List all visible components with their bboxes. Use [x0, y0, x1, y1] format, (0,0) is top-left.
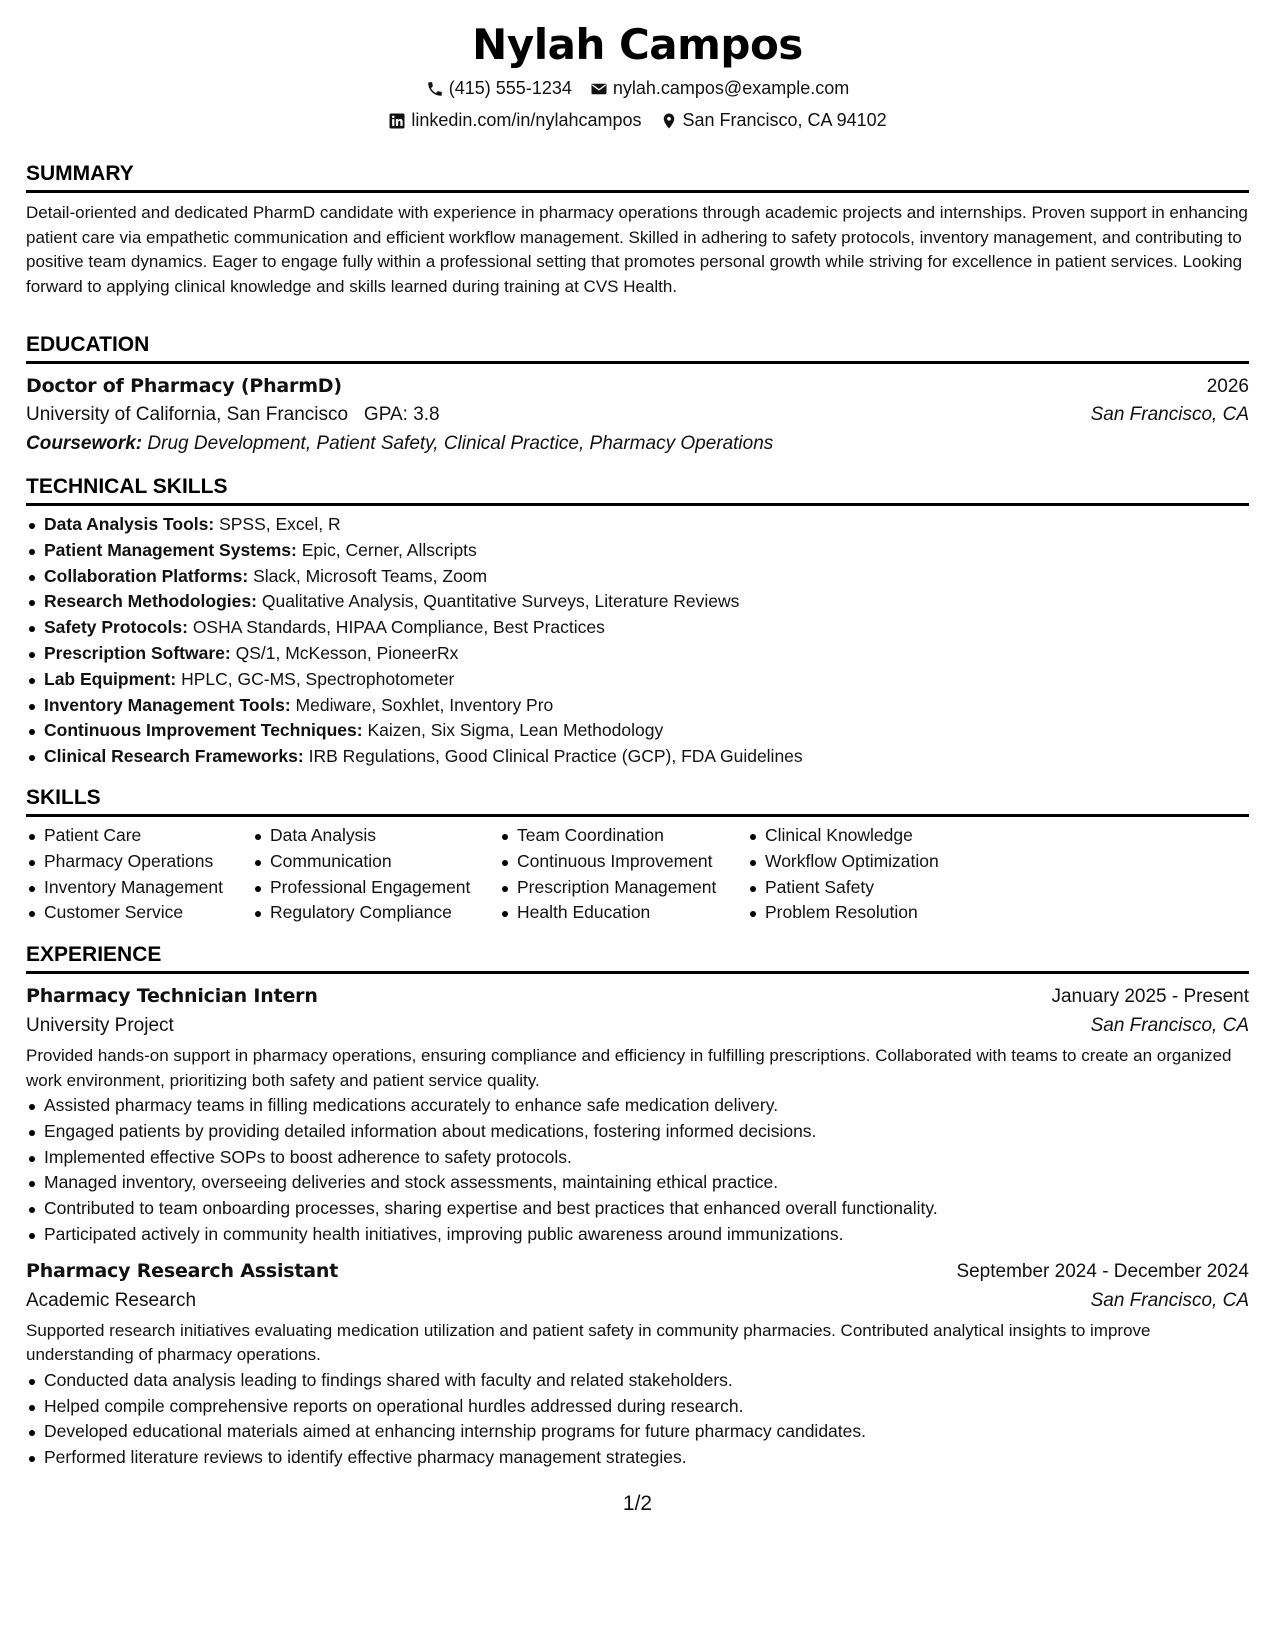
- linkedin-icon: [388, 112, 406, 130]
- skills-grid: [26, 823, 1249, 926]
- list-item: Workflow Optimization: [747, 849, 1007, 875]
- list-item: Pharmacy Operations: [26, 849, 252, 875]
- list-item: Data Analysis Tools: SPSS, Excel, R: [26, 512, 1249, 538]
- list-item: Communication: [252, 849, 499, 875]
- skills-column-2: [252, 823, 499, 926]
- school-name: University of California, San Francisco: [26, 404, 349, 425]
- list-item: Participated actively in community health initiatives, improving public awareness around immunizations.: [26, 1222, 1249, 1248]
- contact-row-2: [26, 110, 1249, 131]
- email-text: nylah.campos@example.com: [612, 78, 850, 98]
- list-item: Professional Engagement: [252, 875, 499, 901]
- education-heading: EDUCATION: [26, 333, 1249, 364]
- list-item: Clinical Knowledge: [747, 823, 1007, 849]
- list-item: Research Methodologies: Qualitative Analysis, Quantitative Surveys, Literature Reviews: [26, 589, 1249, 615]
- page-number: 1/2: [622, 1492, 653, 1515]
- job-title: Pharmacy Research Assistant: [26, 1259, 339, 1282]
- skills-section: [26, 786, 1249, 926]
- job-org: Academic Research: [26, 1289, 197, 1311]
- education-row-2: [26, 400, 1249, 429]
- list-item: Engaged patients by providing detailed information about medications, fostering informed decisions.: [26, 1119, 1249, 1145]
- list-item: Assisted pharmacy teams in filling medications accurately to enhance safe medication delivery.: [26, 1093, 1249, 1119]
- job-entry-2: [26, 1258, 1249, 1471]
- list-item: Prescription Management: [499, 875, 747, 901]
- coursework-line: [26, 429, 1249, 459]
- job-entry-1: [26, 983, 1249, 1248]
- list-item: Lab Equipment: HPLC, GC-MS, Spectrophotometer: [26, 667, 1249, 693]
- list-item: Team Coordination: [499, 823, 747, 849]
- education-year: 2026: [1206, 376, 1249, 397]
- job-location: San Francisco, CA: [1090, 1015, 1249, 1036]
- job-summary: Supported research initiatives evaluating medication utilization and patient safety in community pharmacies. Contributed analytical insights to improve understanding of pharmacy operations.: [26, 1320, 1151, 1365]
- contact-row-1: [26, 78, 1249, 99]
- job-bullets: [26, 1093, 1249, 1248]
- list-item: Clinical Research Frameworks: IRB Regulations, Good Clinical Practice (GCP), FDA Guidelines: [26, 744, 1249, 770]
- job-title: Pharmacy Technician Intern: [26, 985, 318, 1007]
- list-item: Managed inventory, overseeing deliveries and stock assessments, maintaining ethical practice.: [26, 1170, 1249, 1196]
- list-item: Continuous Improvement: [499, 849, 747, 875]
- location-text: San Francisco, CA 94102: [682, 110, 887, 130]
- phone-contact[interactable]: [426, 78, 572, 99]
- coursework-label: Coursework:: [26, 433, 143, 454]
- candidate-name: Nylah Campos: [472, 20, 803, 69]
- education-location: San Francisco, CA: [1090, 404, 1249, 425]
- phone-icon: [426, 80, 444, 98]
- list-item: Patient Safety: [747, 875, 1007, 901]
- skills-heading: SKILLS: [26, 786, 1249, 817]
- degree-title: Doctor of Pharmacy (PharmD): [26, 375, 342, 397]
- summary-text: Detail-oriented and dedicated PharmD candidate with experience in pharmacy operations through academic projects and internships. Proven support in enhancing patient care via empathetic communication and efficient workflow management. Skilled in adhering to safety protocols, inventory management, and contributing to positive team dynamics. Eager to engage fully within a professional setting that promotes personal growth while striving for excellence in patient services. Looking forward to applying clinical knowledge and skills learned during training at CVS Health.: [26, 203, 1248, 296]
- summary-section: [26, 162, 1249, 299]
- list-item: Health Education: [499, 900, 747, 926]
- summary-heading: SUMMARY: [26, 162, 1249, 193]
- list-item: Prescription Software: QS/1, McKesson, PioneerRx: [26, 641, 1249, 667]
- list-item: Inventory Management: [26, 875, 252, 901]
- coursework-list: Drug Development, Patient Safety, Clinical Practice, Pharmacy Operations: [147, 433, 774, 454]
- education-section: [26, 333, 1249, 459]
- education-row-1: [26, 373, 1249, 400]
- skills-column-3: [499, 823, 747, 926]
- list-item: Helped compile comprehensive reports on operational hurdles addressed during research.: [26, 1394, 1249, 1420]
- list-item: Patient Management Systems: Epic, Cerner, Allscripts: [26, 538, 1249, 564]
- job-org: University Project: [26, 1015, 174, 1036]
- job-dates: January 2025 - Present: [1051, 986, 1249, 1007]
- resume-page: [26, 0, 1249, 1650]
- school-info: [26, 400, 440, 429]
- experience-heading: EXPERIENCE: [26, 943, 1249, 974]
- list-item: Patient Care: [26, 823, 252, 849]
- list-item: Regulatory Compliance: [252, 900, 499, 926]
- location-contact: [660, 110, 887, 131]
- list-item: Performed literature reviews to identify effective pharmacy management strategies.: [26, 1445, 1249, 1471]
- list-item: Continuous Improvement Techniques: Kaizen, Six Sigma, Lean Methodology: [26, 718, 1249, 744]
- experience-section: [26, 943, 1249, 1471]
- list-item: Problem Resolution: [747, 900, 1007, 926]
- gpa: GPA: 3.8: [363, 404, 440, 425]
- job-location: San Francisco, CA: [1090, 1289, 1249, 1311]
- email-contact[interactable]: [590, 78, 849, 99]
- technical-skills-heading: TECHNICAL SKILLS: [26, 475, 1249, 506]
- list-item: Inventory Management Tools: Mediware, Soxhlet, Inventory Pro: [26, 693, 1249, 719]
- linkedin-text: linkedin.com/in/nylahcampos: [411, 110, 642, 130]
- list-item: Collaboration Platforms: Slack, Microsoft Teams, Zoom: [26, 564, 1249, 590]
- list-item: Customer Service: [26, 900, 252, 926]
- map-pin-icon: [660, 112, 678, 130]
- list-item: Implemented effective SOPs to boost adherence to safety protocols.: [26, 1145, 1249, 1171]
- phone-text: (415) 555-1234: [448, 78, 572, 98]
- envelope-icon: [590, 80, 608, 98]
- job-dates: September 2024 - December 2024: [956, 1260, 1249, 1282]
- job-summary: Provided hands-on support in pharmacy operations, ensuring compliance and efficiency in fulfilling prescriptions. Collaborated with teams to create an organized work environment, prioritizing both safety and patient service quality.: [26, 1046, 1232, 1090]
- list-item: Data Analysis: [252, 823, 499, 849]
- list-item: Conducted data analysis leading to findings shared with faculty and related stakeholders.: [26, 1368, 1249, 1394]
- job-bullets: [26, 1368, 1249, 1471]
- skills-column-4: [747, 823, 1007, 926]
- list-item: Contributed to team onboarding processes, sharing expertise and best practices that enhanced overall functionality.: [26, 1196, 1249, 1222]
- technical-skills-section: [26, 475, 1249, 770]
- skills-column-1: [26, 823, 252, 926]
- technical-skills-list: [26, 512, 1249, 770]
- linkedin-contact[interactable]: [388, 110, 641, 131]
- list-item: Developed educational materials aimed at enhancing internship programs for future pharmacy candidates.: [26, 1419, 1249, 1445]
- list-item: Safety Protocols: OSHA Standards, HIPAA Compliance, Best Practices: [26, 615, 1249, 641]
